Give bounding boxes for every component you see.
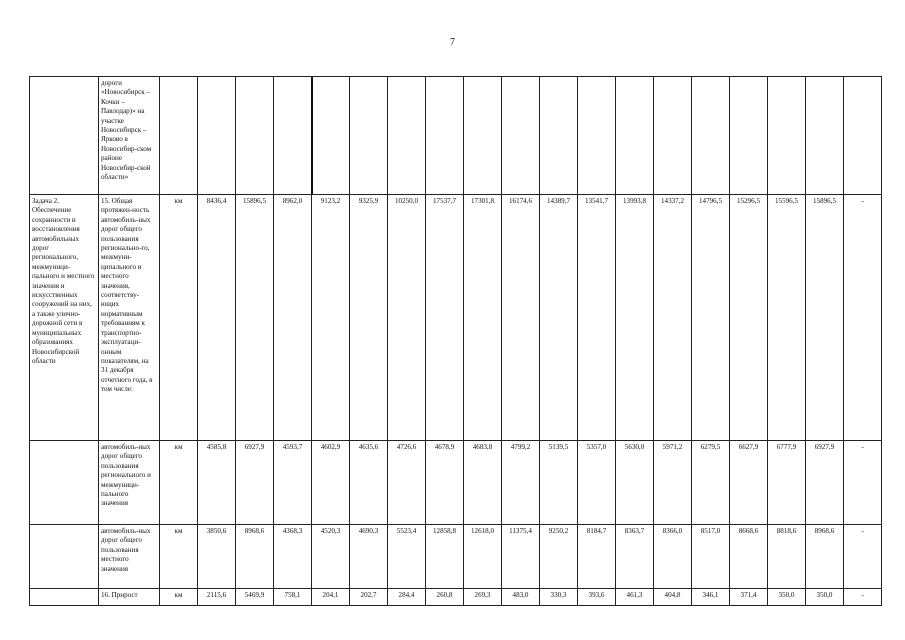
value-cell: 5523,4 — [388, 525, 426, 589]
value-cell: 4585,8 — [198, 441, 236, 525]
value-cell: 17301,8 — [464, 195, 502, 441]
unit-cell: км — [160, 441, 198, 525]
value-cell: 2115,6 — [198, 589, 236, 606]
value-cell: 393,6 — [578, 589, 616, 606]
value-cell: 4635,6 — [350, 441, 388, 525]
value-cell: 8363,7 — [616, 525, 654, 589]
value-cell — [730, 77, 768, 195]
value-cell: 11375,4 — [502, 525, 540, 589]
table-row — [30, 77, 882, 195]
value-cell: 15296,5 — [730, 195, 768, 441]
note-cell: - — [844, 589, 882, 606]
value-cell: 8962,0 — [274, 195, 312, 441]
indicators-table — [29, 76, 882, 606]
value-cell: 9325,9 — [350, 195, 388, 441]
table-row — [30, 525, 882, 589]
value-cell: 5357,0 — [578, 441, 616, 525]
task-cell — [30, 77, 99, 195]
value-cell: 5630,0 — [616, 441, 654, 525]
value-cell: 346,1 — [692, 589, 730, 606]
value-cell: 6777,9 — [768, 441, 806, 525]
value-cell: 4726,6 — [388, 441, 426, 525]
task-cell: Задача 2. Обеспечение сохранности и восстановления автомобильных дорог регионального, межмуници-пального и местного значения и искусственных сооружений на них, а также улично-дорожной сети в муниципальных образованиях Новосибирской области — [30, 195, 99, 441]
unit-cell — [160, 77, 198, 195]
value-cell: 4520,3 — [312, 525, 350, 589]
note-cell: - — [844, 441, 882, 525]
note-cell — [844, 77, 882, 195]
table-row — [30, 589, 882, 606]
value-cell: 461,3 — [616, 589, 654, 606]
value-cell: 13541,7 — [578, 195, 616, 441]
value-cell — [692, 77, 730, 195]
task-cell — [30, 525, 99, 589]
indicator-cell: автомобиль-ных дорог общего пользования регионального и межмуници-пального значения — [99, 441, 160, 525]
value-cell: 758,1 — [274, 589, 312, 606]
value-cell: 269,3 — [464, 589, 502, 606]
table-row — [30, 195, 882, 441]
value-cell: 15896,5 — [236, 195, 274, 441]
value-cell — [388, 77, 426, 195]
value-cell: 350,0 — [806, 589, 844, 606]
value-cell: 16174,6 — [502, 195, 540, 441]
value-cell — [426, 77, 464, 195]
value-cell — [540, 77, 578, 195]
value-cell: 8517,0 — [692, 525, 730, 589]
value-cell: 8818,6 — [768, 525, 806, 589]
value-cell: 12618,0 — [464, 525, 502, 589]
value-cell: 4602,9 — [312, 441, 350, 525]
value-cell — [350, 77, 388, 195]
value-cell: 4678,9 — [426, 441, 464, 525]
value-cell: 10250,0 — [388, 195, 426, 441]
value-cell — [654, 77, 692, 195]
value-cell: 15596,5 — [768, 195, 806, 441]
value-cell — [578, 77, 616, 195]
value-cell — [616, 77, 654, 195]
value-cell: 4799,2 — [502, 441, 540, 525]
value-cell: 483,0 — [502, 589, 540, 606]
value-cell: 3850,6 — [198, 525, 236, 589]
value-cell — [502, 77, 540, 195]
unit-cell: км — [160, 195, 198, 441]
value-cell — [464, 77, 502, 195]
value-cell: 5971,2 — [654, 441, 692, 525]
value-cell: 6927,9 — [236, 441, 274, 525]
value-cell — [312, 77, 350, 195]
value-cell: 284,4 — [388, 589, 426, 606]
value-cell: 9123,2 — [312, 195, 350, 441]
value-cell: 9250,2 — [540, 525, 578, 589]
value-cell — [198, 77, 236, 195]
value-cell — [806, 77, 844, 195]
value-cell: 8968,6 — [806, 525, 844, 589]
indicator-cell: 16. Прирост — [99, 589, 160, 606]
value-cell: 5139,5 — [540, 441, 578, 525]
value-cell: 5469,9 — [236, 589, 274, 606]
value-cell: 4593,7 — [274, 441, 312, 525]
value-cell: 12858,8 — [426, 525, 464, 589]
indicator-cell: автомобиль-ных дорог общего пользования местного значения — [99, 525, 160, 589]
value-cell: 6927,9 — [806, 441, 844, 525]
value-cell: 8968,6 — [236, 525, 274, 589]
value-cell: 260,8 — [426, 589, 464, 606]
value-cell: 204,1 — [312, 589, 350, 606]
value-cell: 4683,8 — [464, 441, 502, 525]
value-cell: 202,7 — [350, 589, 388, 606]
task-cell — [30, 441, 99, 525]
value-cell: 15896,5 — [806, 195, 844, 441]
value-cell — [768, 77, 806, 195]
unit-cell: км — [160, 525, 198, 589]
value-cell: 8366,0 — [654, 525, 692, 589]
table-row — [30, 441, 882, 525]
note-cell: - — [844, 195, 882, 441]
indicator-cell: дороги «Новосибирск – Кочки – Павлодар)» на участке Новосибирск – Ярково в Новосибир-ском районе Новосибир-ской области» — [99, 77, 160, 195]
value-cell: 17537,7 — [426, 195, 464, 441]
value-cell — [236, 77, 274, 195]
value-cell — [274, 77, 312, 195]
note-cell: - — [844, 525, 882, 589]
value-cell: 14389,7 — [540, 195, 578, 441]
value-cell: 371,4 — [730, 589, 768, 606]
page-number: 7 — [450, 37, 455, 48]
value-cell: 404,8 — [654, 589, 692, 606]
value-cell: 350,0 — [768, 589, 806, 606]
value-cell: 14337,2 — [654, 195, 692, 441]
value-cell: 4690,3 — [350, 525, 388, 589]
value-cell: 4368,3 — [274, 525, 312, 589]
unit-cell: км — [160, 589, 198, 606]
task-cell — [30, 589, 99, 606]
value-cell: 8184,7 — [578, 525, 616, 589]
value-cell: 13993,8 — [616, 195, 654, 441]
value-cell: 8668,6 — [730, 525, 768, 589]
indicator-cell: 15. Общая протяжен-ность автомобиль-ных дорог общего пользования регионально-го, межмуни-ципального и местного значения, соответству-ющих нормативным требованиям к транспортно-эксплуатаци-онным показателям, на 31 декабря отчетного года, в том числе: — [99, 195, 160, 441]
value-cell: 14796,5 — [692, 195, 730, 441]
value-cell: 6279,5 — [692, 441, 730, 525]
value-cell: 330,3 — [540, 589, 578, 606]
value-cell: 6627,9 — [730, 441, 768, 525]
value-cell: 8436,4 — [198, 195, 236, 441]
